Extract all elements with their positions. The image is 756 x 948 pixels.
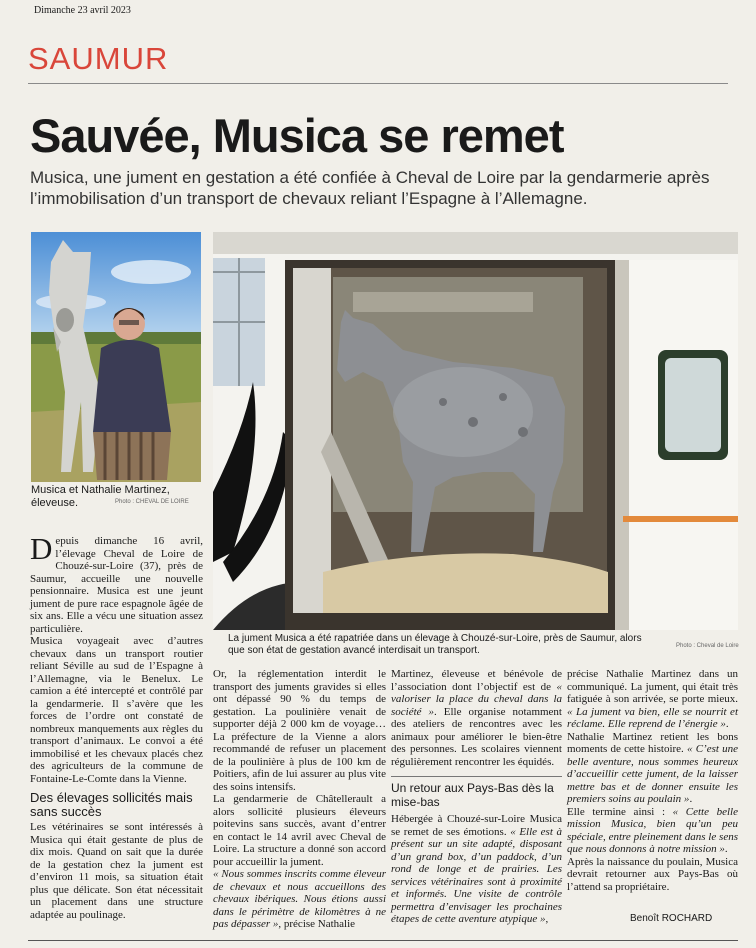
paragraph-communique — [567, 668, 738, 731]
paragraph-association — [391, 668, 562, 768]
text-segment: précise Nathalie Martinez dans un communiqué. La jument, qui était très fatiguée à son arrivée, se porte mieux. — [567, 668, 738, 705]
photo2-caption: La jument Musica a été rapatriée dans un élevage à Chouzé-sur-Loire, près de Saumur, alors que son état de gestation avancé interdisait un transport. — [228, 633, 642, 656]
text-segment: . — [725, 718, 729, 730]
drop-cap: D — [30, 531, 53, 566]
paragraph-hebergee — [391, 813, 562, 926]
paragraph-bons-moments — [567, 731, 738, 806]
section-rubric: SAUMUR — [28, 41, 169, 76]
bottom-divider — [28, 940, 738, 941]
article-column-3 — [391, 668, 562, 926]
photo-musica-in-trailer — [213, 232, 738, 630]
photo-musica-and-nathalie — [31, 232, 201, 482]
standfirst: Musica, une jument en gestation a été confiée à Cheval de Loire par la gendarmerie après l’immobilisation d’un transport de chevaux reliant l’Espagne à l’Allemagne. — [30, 168, 710, 208]
paragraph-reglementation: Or, la réglementation interdit le transport des juments gravides si elles ont dépassé 90 % du temps de gestation. La poulinière venait de supporter déjà 2 000 km de voyage… La préfecture de la Vienne a alors recommandé de refuser un placement de la poulinière à plus de 100 km de Poitiers, afin de lui assurer au plus vite des soins intensifs. — [213, 668, 386, 793]
paragraph-veterinaires: Les vétérinaires se sont intéressés à Musica qui était gestante de plus de dix mois. Quand on sait que la durée de la gestation chez la jument est d’environ 11 mois, sa situation était plus que délicate. Son état nécessitait un placement dans une structure adaptée au poulinage. — [30, 821, 203, 921]
subheading-pays-bas: Un retour aux Pays-Bas dès la mise-bas — [391, 776, 562, 809]
photo-illustration — [31, 232, 201, 482]
paragraph-transport: Musica voyageait avec d’autres chevaux dans un transport routier reliant Séville au sud de l’Espagne à l’Allemagne, via le Benelux. Le camion a été intercepté et contrôlé par la gendarmerie. Il s’avère que les forces de l’ordre ont constaté de nombreux manquements aux règles du transport d’animaux. Le convoi a été immobilisé et les chevaux placés chez des agriculteurs de la commune de Fontaine-Le-Comte dans la Vienne. — [30, 635, 203, 785]
text-segment: Hébergée à Chouzé-sur-Loire Musica se remet de ses émotions. — [391, 813, 562, 838]
author-byline: Benoît ROCHARD — [630, 913, 713, 924]
paragraph-quote-inscrits — [213, 868, 386, 931]
paragraph-mission — [567, 806, 738, 856]
paragraph-poulain: Après la naissance du poulain, Musica devrait retourner aux Pays-Bas où l’attend sa propriétaire. — [567, 855, 738, 893]
text-segment: , — [545, 913, 549, 925]
quote-attribution: , précise Nathalie — [278, 918, 356, 930]
quote-site-adapte: « Elle est à présent sur un site adapté, disposant d’un grand box, d’un paddock, d’un rond de longe et de prairies. Les services vétérinaires sont à proximité et informés. Une visite de contrôle permettra d’envisager les prochaines étapes de cette aventure atypique » — [391, 825, 562, 925]
headline: Sauvée, Musica se remet — [30, 109, 564, 162]
article-column-4 — [567, 668, 738, 893]
photo1-caption: Musica et Nathalie Martinez, éleveuse. — [31, 484, 170, 509]
trailer-illustration — [213, 232, 738, 630]
quote-inscrits: « Nous sommes inscrits comme éleveur de chevaux et nous accueillons des chevaux ibériques. Nous étions aussi dans le périmètre de kilomètres à ne pas dépasser » — [213, 868, 386, 930]
text-segment: . — [724, 843, 728, 855]
lead-paragraph — [30, 531, 203, 635]
quote-va-bien: « La jument va bien, elle se nourrit et réclame. Elle reprend de l’énergie » — [567, 705, 738, 730]
lead-text: epuis dimanche 16 avril, l’élevage Cheval de Loire de Chouzé-sur-Loire (37), près de Saumur, accueille une nouvelle pensionnaire. Musica est une jeunt jument de pure race espagnole âgée de six ans. Elle a vécu une situation assez particulière. — [30, 535, 203, 635]
text-segment: . — [689, 793, 693, 805]
text-segment: Martinez, éleveuse et bénévole de l’association dont l’objectif est de — [391, 668, 562, 693]
paragraph-gendarmerie: La gendarmerie de Châtellerault a alors sollicité plusieurs éleveurs poitevins sans succès, avant d’entrer en contact le 14 avril avec Cheval de Loire. La structure a donné son accord pour accueillir la jument. — [213, 793, 386, 868]
photo2-credit: Photo : Cheval de Loire — [676, 643, 739, 649]
subheading-elevages: Des élevages sollicités mais sans succès — [30, 790, 193, 819]
quote-mission: « Cette belle mission Musica, bien qu’un peu spéciale, entre pleinement dans le sens que nous donnons à notre mission » — [567, 805, 738, 855]
photo1-credit: Photo : CHEVAL DE LOIRE — [115, 499, 189, 505]
text-segment: Nathalie Martinez retient les bons moments de cette histoire. — [567, 730, 738, 755]
article-column-2 — [213, 668, 386, 931]
quote-belle-aventure: « C’est une belle aventure, nous sommes heureux d’accueillir cette jument, de la laisser mettre bas et de donner ensuite les premiers soins au poulain » — [567, 743, 738, 805]
text-segment: Elle termine ainsi : — [567, 805, 673, 818]
rubric-divider — [28, 83, 728, 84]
article-column-1 — [30, 531, 203, 921]
text-segment: . Elle organise notamment des ateliers de rencontres avec les animaux pour améliorer le bien-être des personnes. Les scolaires viennent régulièrement rencontrer les équidés. — [391, 705, 562, 768]
quote-valoriser: « valoriser la place du cheval dans la société » — [391, 680, 562, 718]
issue-date: Dimanche 23 avril 2023 — [34, 5, 131, 16]
